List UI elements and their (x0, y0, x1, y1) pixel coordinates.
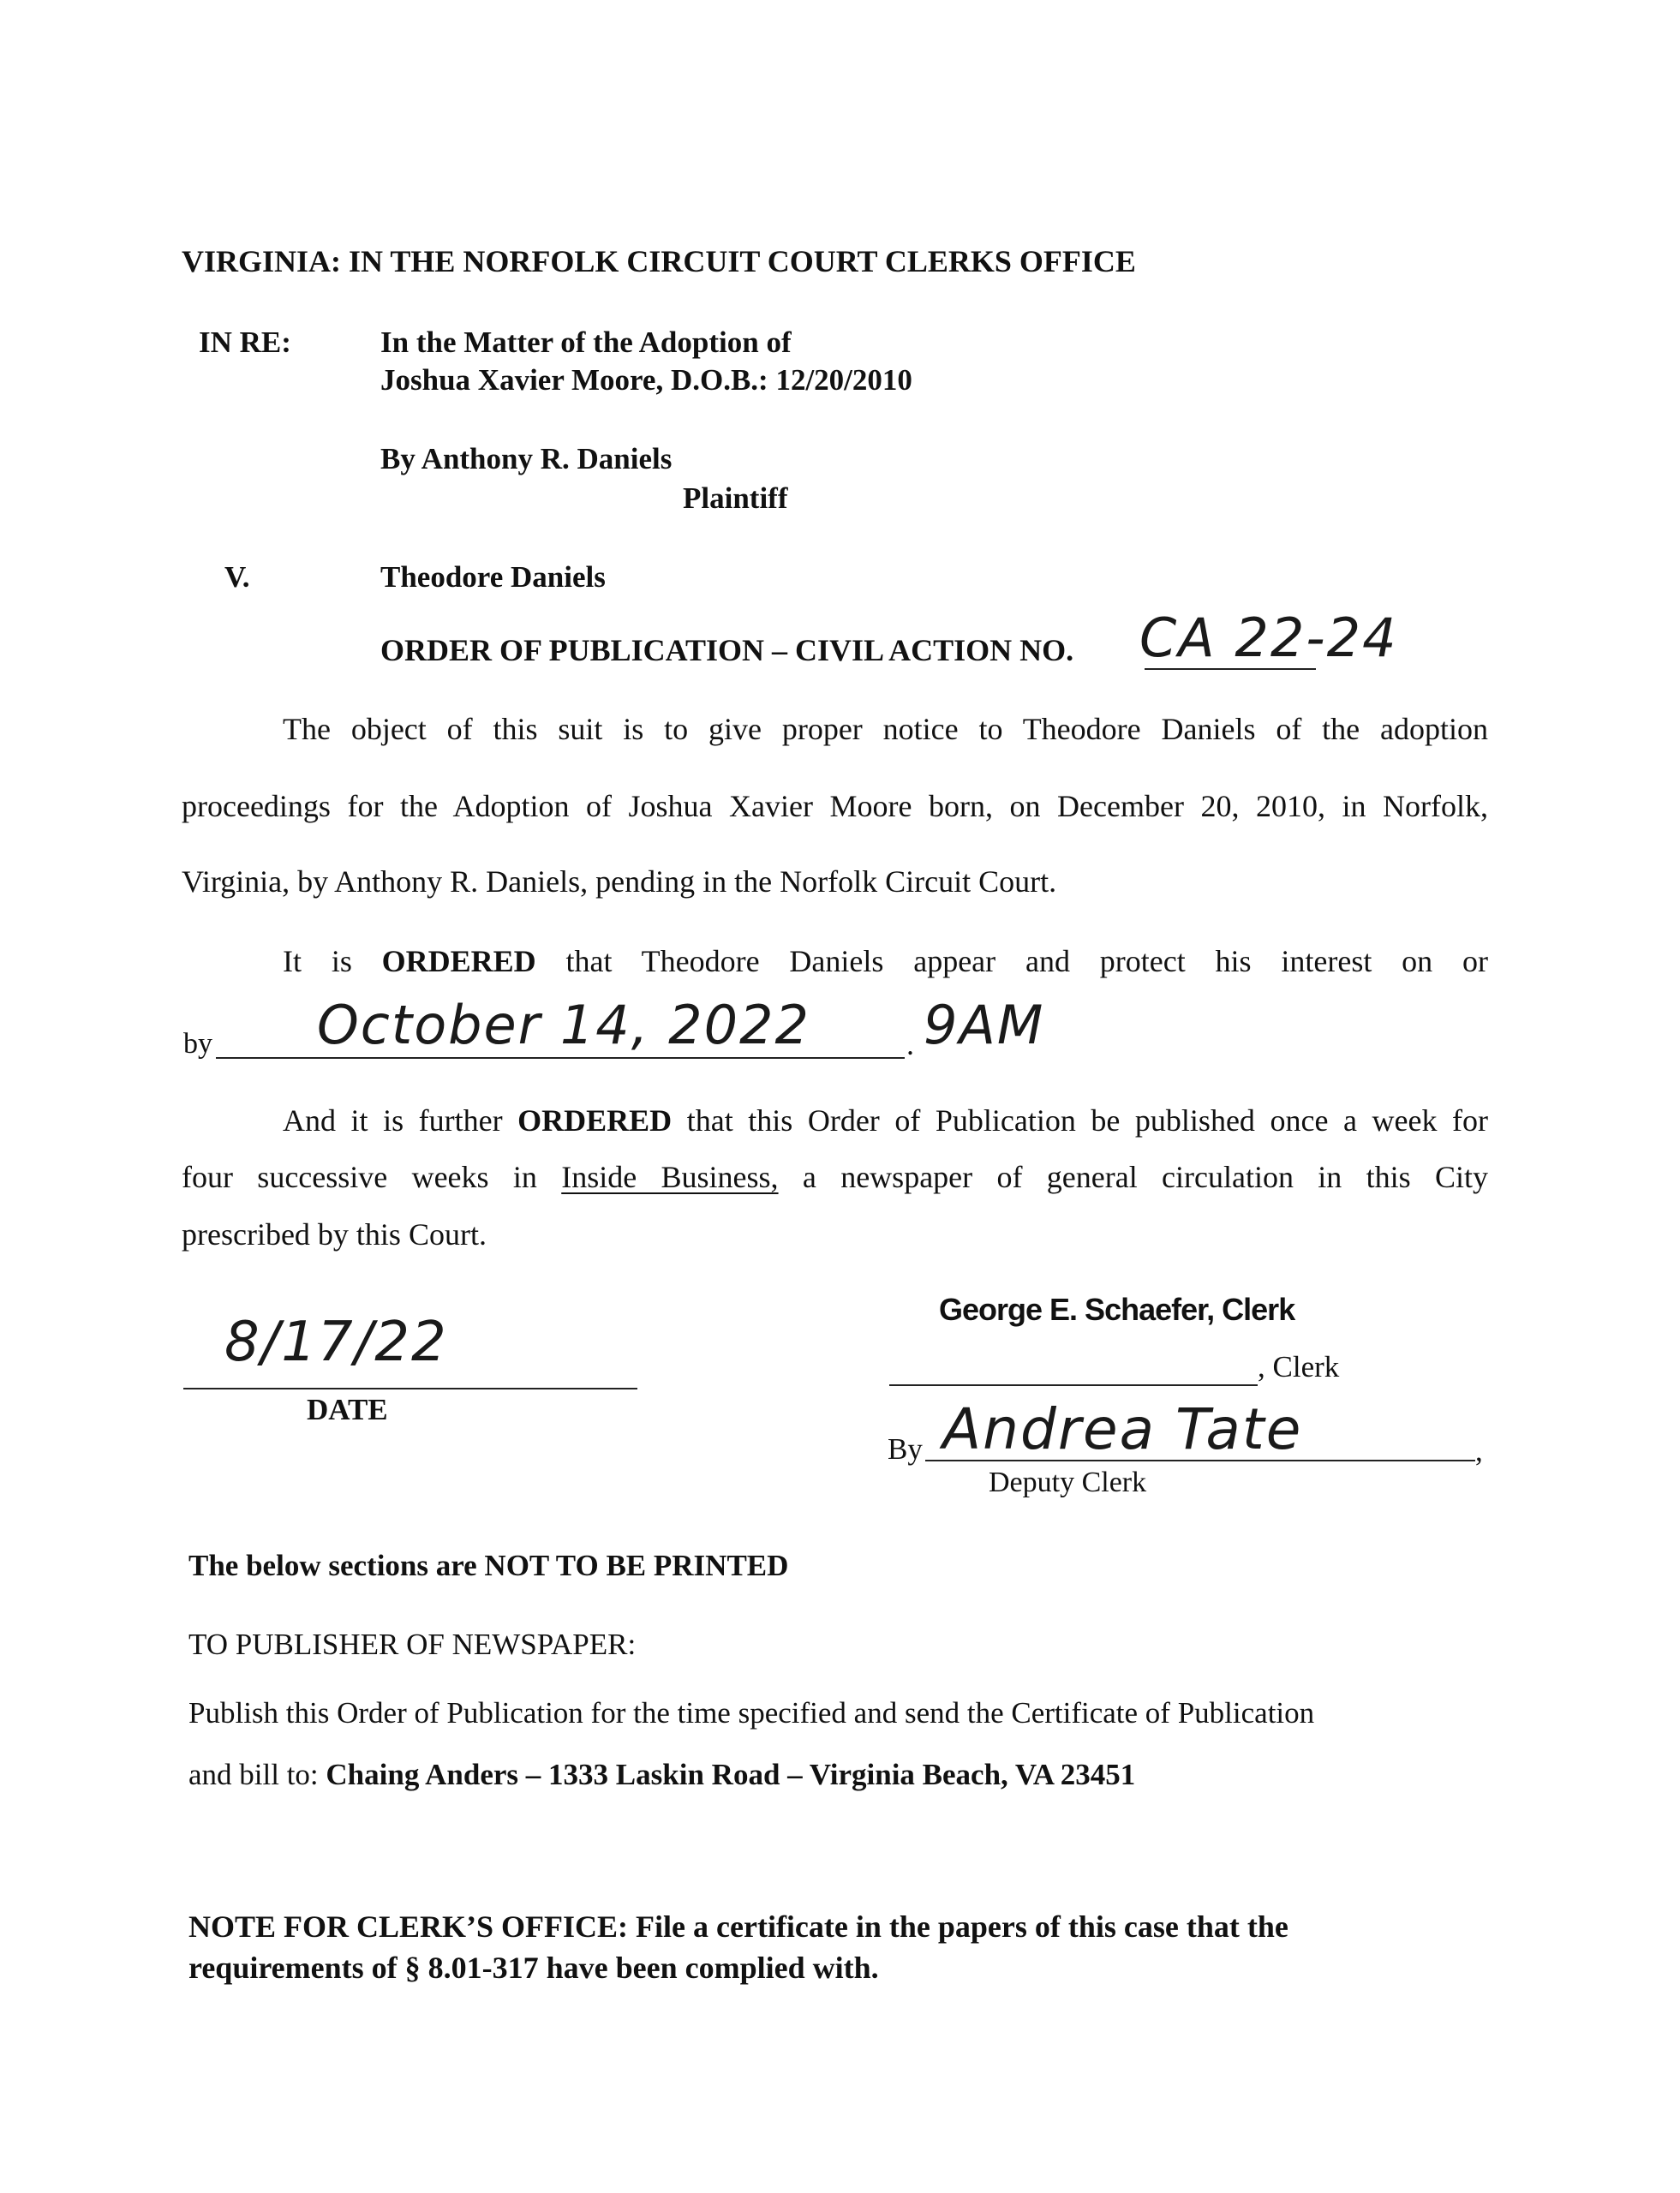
publish-line-2 (182, 1156, 1488, 1198)
clerk-note-rest: File a certificate in the papers of this case that the (628, 1909, 1288, 1944)
plaintiff-name: By Anthony R. Daniels (380, 442, 673, 475)
clerk-rule (889, 1384, 1258, 1386)
newspaper-name: Inside Business, (561, 1160, 779, 1194)
publisher-heading: TO PUBLISHER OF NEWSPAPER: (188, 1628, 637, 1661)
publish-instruction-line-1: Publish this Order of Publication for the time specified and send the Certificate of Publication (188, 1696, 1315, 1730)
matter-line-1: In the Matter of the Adoption of (380, 326, 792, 359)
deputy-by-label: By (888, 1432, 923, 1466)
order-title: ORDER OF PUBLICATION – CIVIL ACTION NO. (380, 633, 1074, 667)
in-re-label: IN RE: (199, 326, 291, 359)
plaintiff-label: Plaintiff (683, 481, 788, 515)
object-line-3: Virginia, by Anthony R. Daniels, pending in the Norfolk Circuit Court. (182, 864, 1057, 899)
further-prefix: And it is further (283, 1103, 518, 1138)
date-rule (183, 1388, 637, 1389)
further-rest: that this Order of Publication be published once a week for (672, 1103, 1488, 1138)
appear-time-handwritten: 9AM (924, 994, 1045, 1056)
appear-period: . (906, 1027, 914, 1061)
date-label: DATE (307, 1393, 388, 1426)
clerk-note-line-1 (188, 1909, 1288, 1945)
date-handwritten: 8/17/22 (224, 1311, 448, 1374)
object-line-1: The object of this suit is to give proper notice to Theodore Daniels of the adoption (283, 712, 1488, 746)
further-word: ORDERED (517, 1103, 673, 1138)
clerk-suffix: , Clerk (1258, 1350, 1340, 1383)
appear-date-rule (216, 1057, 905, 1059)
appear-date-handwritten: October 14, 2022 (317, 994, 810, 1056)
further-line (283, 1100, 1488, 1141)
deputy-label: Deputy Clerk (989, 1467, 1147, 1498)
defendant-name: Theodore Daniels (380, 560, 606, 594)
ordered-line (283, 941, 1488, 982)
publish-line-2-prefix: four successive weeks in (182, 1160, 562, 1194)
clerk-note-line-2: requirements of § 8.01-317 have been complied with. (188, 1951, 879, 1985)
court-header: VIRGINIA: IN THE NORFOLK CIRCUIT COURT CLERKS OFFICE (182, 244, 1136, 278)
appear-by-label: by (183, 1028, 212, 1060)
deputy-trailing-comma: , (1475, 1434, 1483, 1467)
publish-line-2-rest: a newspaper of general circulation in this City (778, 1160, 1489, 1194)
bill-to-address: Chaing Anders – 1333 Laskin Road – Virginia Beach, VA 23451 (326, 1758, 1136, 1791)
case-number-handwritten: CA 22-24 (1139, 607, 1398, 669)
deputy-signature: Andrea Tate (942, 1396, 1303, 1462)
clerk-stamp: George E. Schaefer, Clerk (939, 1292, 1295, 1327)
publish-instruction-line-2 (188, 1758, 1135, 1792)
ordered-prefix: It is (283, 944, 382, 978)
publish-line-3: prescribed by this Court. (182, 1217, 487, 1252)
ordered-word: ORDERED (381, 944, 536, 978)
not-printed-heading: The below sections are NOT TO BE PRINTED (188, 1549, 789, 1582)
bill-to-prefix: and bill to: (188, 1758, 326, 1791)
ordered-rest: that Theodore Daniels appear and protect his interest on or (535, 944, 1488, 978)
versus-label: V. (224, 560, 250, 594)
clerk-note-label: NOTE FOR CLERK’S OFFICE: (188, 1909, 629, 1944)
object-line-2: proceedings for the Adoption of Joshua Xavier Moore born, on December 20, 2010, in Norfolk, (182, 789, 1488, 823)
matter-line-2: Joshua Xavier Moore, D.O.B.: 12/20/2010 (380, 363, 912, 397)
